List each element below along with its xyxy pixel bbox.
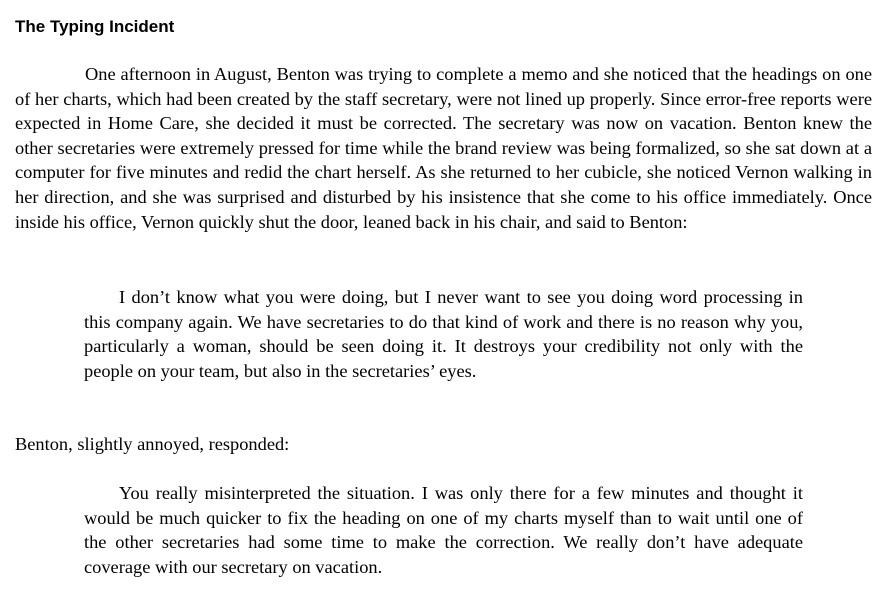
benton-quote: You really misinterpreted the situation. I was only there for a few minutes and thought it would be much quicker to fix the heading on one of my charts myself than to wait until one of the other secretaries had some time to make the correction. We really don’t have adequate coverage with our secretary on vacation. <box>84 483 803 577</box>
document-title: The Typing Incident <box>15 17 175 36</box>
narrative-paragraph: One afternoon in August, Benton was trying to complete a memo and she noticed that the headings on one of her charts, which had been created by the staff secretary, were not lined up properly. Since error-free reports were expected in Home Care, she decided it must be corrected. The secretary was now on vacation. Benton knew the other secretaries were extremely pressed for time while the brand review was being formalized, so she sat down at a computer for five minutes and redid the chart herself. As she returned to her cubicle, she noticed Vernon walking in her direction, and she was surprised and disturbed by his insistence that she come to his office immediately. Once inside his office, Vernon quickly shut the door, leaned back in his chair, and said to Benton: <box>15 64 872 232</box>
vernon-quote: I don’t know what you were doing, but I never want to see you doing word processing in this company again. We have secretaries to do that kind of work and there is no reason why you, particularly a woman, should be seen doing it. It destroys your credibility not only with the people on your team, but also in the secretaries’ eyes. <box>84 287 803 381</box>
response-intro: Benton, slightly annoyed, responded: <box>15 434 290 454</box>
